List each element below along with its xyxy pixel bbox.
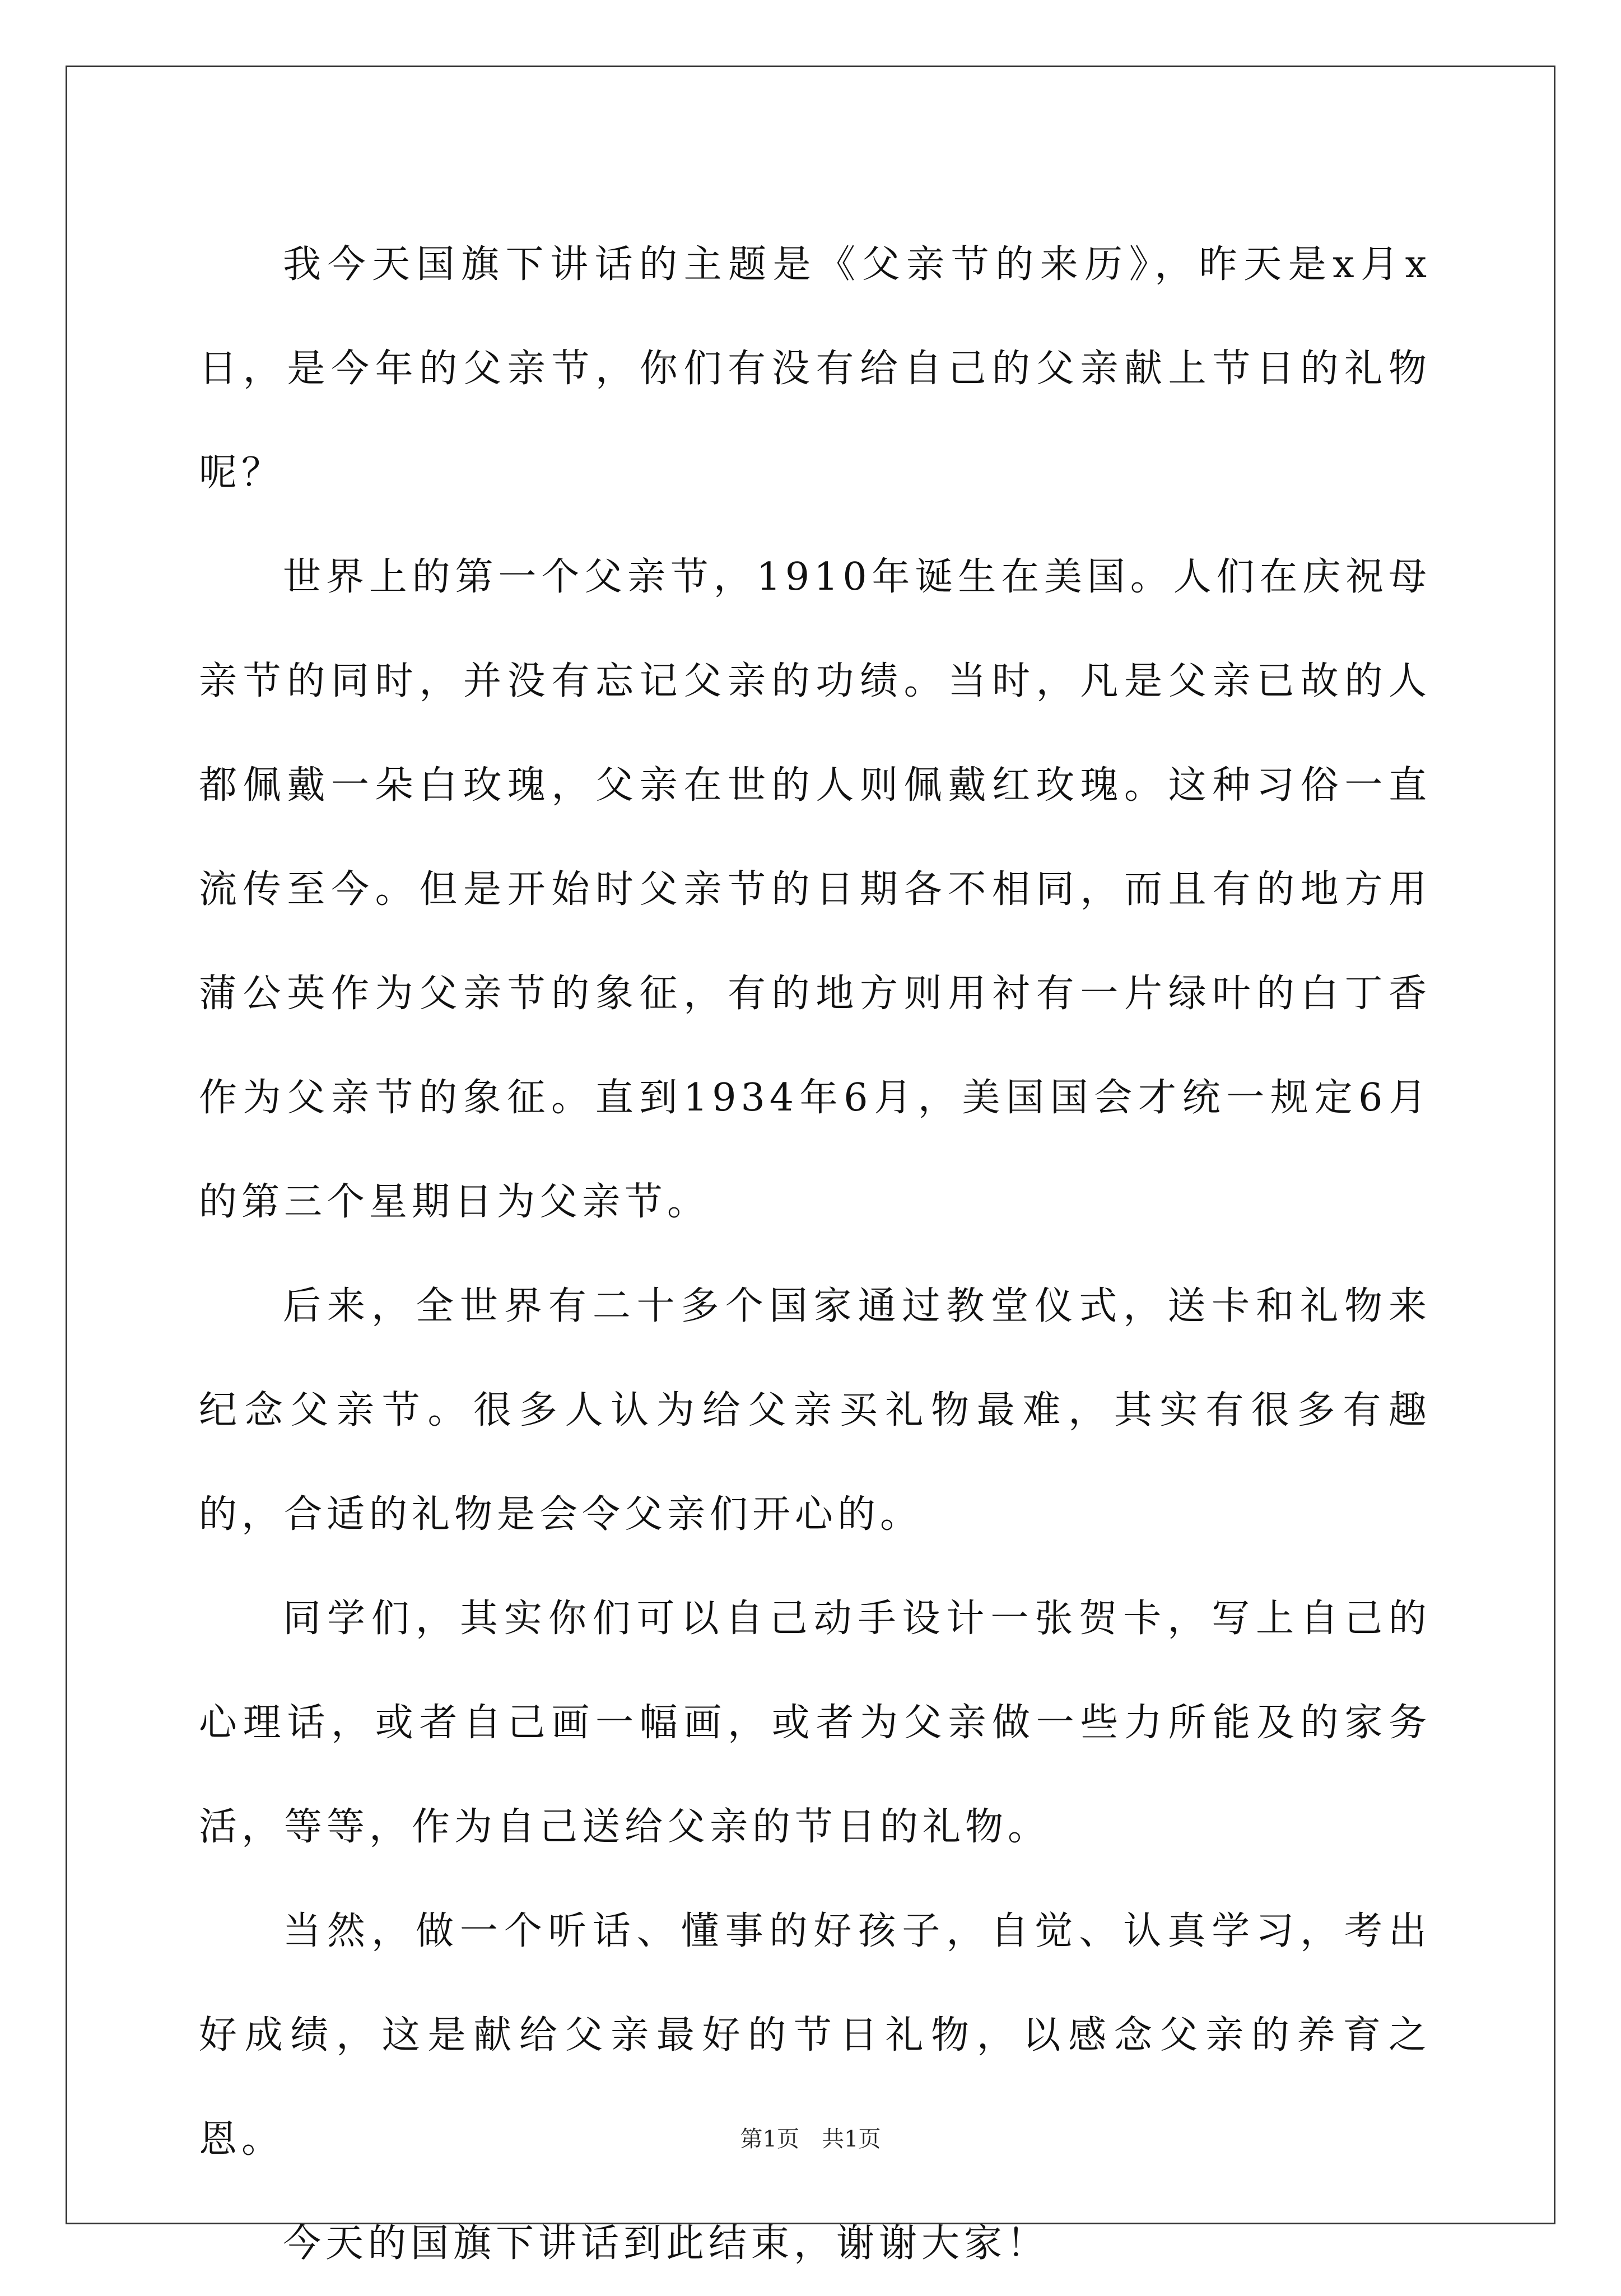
paragraph-worldwide: 后来，全世界有二十多个国家通过教堂仪式，送卡和礼物来纪念父亲节。很多人认为给父亲买礼物最难，其实有很多有趣的，合适的礼物是会令父亲们开心的。	[199, 1284, 1431, 1537]
paragraph-closing: 今天的国旗下讲话到此结束，谢谢大家！	[283, 2222, 1050, 2266]
paragraph-history: 世界上的第一个父亲节，1910年诞生在美国。人们在庆祝母亲节的同时，并没有忘记父亲的功绩。当时，凡是父亲已故的人都佩戴一朵白玫瑰，父亲在世的人则佩戴红玫瑰。这种习俗一直流传至今。但是开始时父亲节的日期各不相同，而且有的地方用蒲公英作为父亲节的象征，有的地方则用衬有一片绿叶的白丁香作为父亲节的象征。直到1934年6月，美国国会才统一规定6月的第三个星期日为父亲节。	[199, 555, 1431, 1224]
paragraph-topic: 我今天国旗下讲话的主题是《父亲节的来历》，昨天是x月x日，是今年的父亲节，你们有没有给自己的父亲献上节日的礼物呢？	[199, 242, 1431, 495]
page-number-footer: 第1页 共1页	[740, 2126, 881, 2152]
document-body	[199, 213, 1431, 2296]
paragraph-gift-ideas: 同学们，其实你们可以自己动手设计一张贺卡，写上自己的心理话，或者自己画一幅画，或者为父亲做一些力所能及的家务活，等等，作为自己送给父亲的节日的礼物。	[199, 1597, 1431, 1849]
paragraph-best-gift: 当然，做一个听话、懂事的好孩子，自觉、认真学习，考出好成绩，这是献给父亲最好的节日礼物，以感念父亲的养育之恩。	[199, 1909, 1431, 2162]
